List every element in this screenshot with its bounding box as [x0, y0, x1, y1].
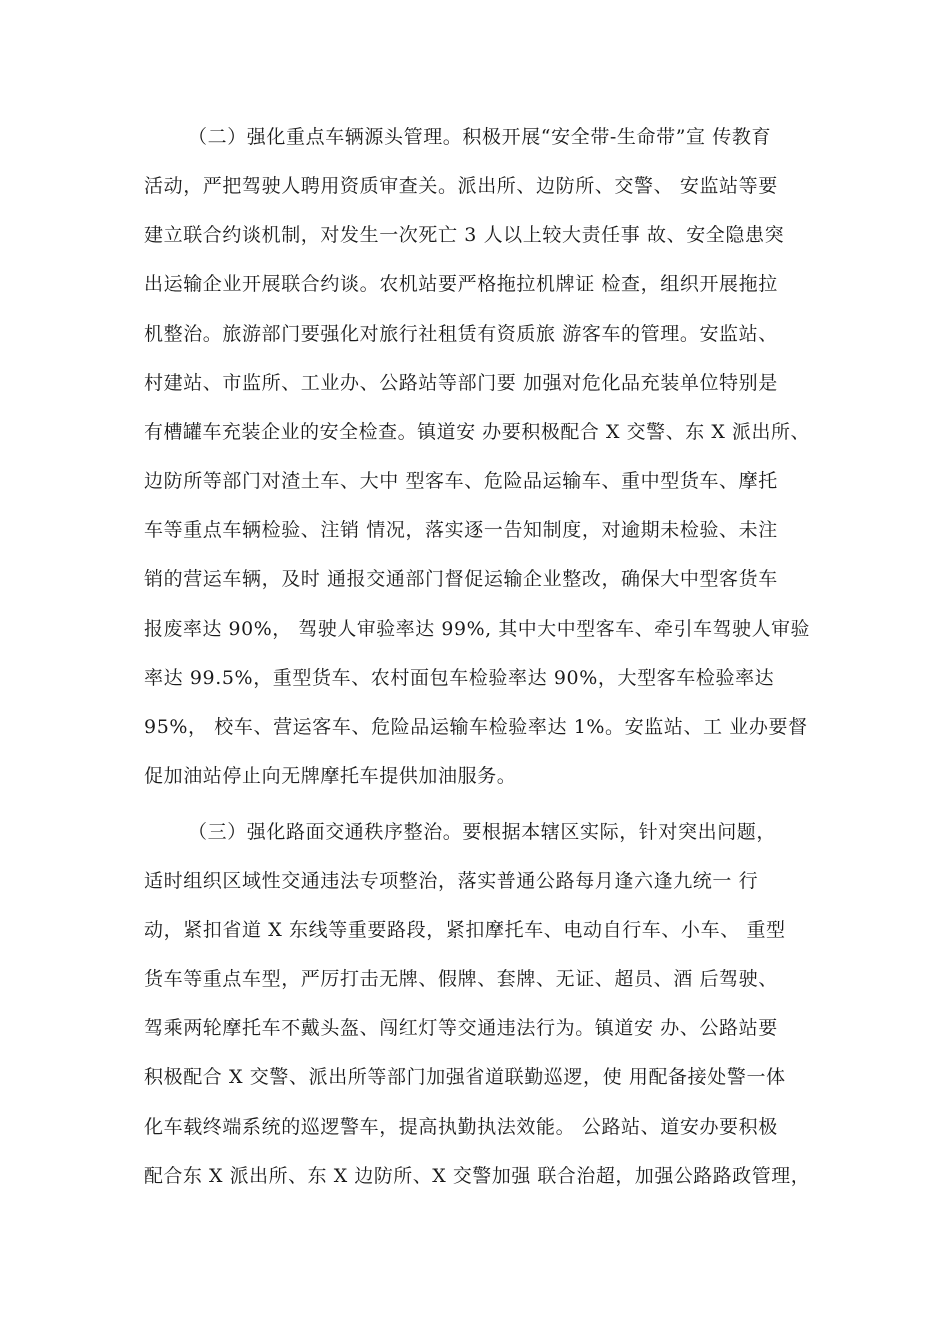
- paragraph-2-line-2: 活动，严把驾驶人聘用资质审查关。派出所、边防所、交警、 安监站等要: [144, 175, 778, 197]
- paragraph-2-line-7: 有槽罐车充装企业的安全检查。镇道安 办要积极配合 X 交警、东 X 派出所、: [144, 421, 811, 443]
- paragraph-2-line-5: 机整治。旅游部门要强化对旅行社租赁有资质旅 游客车的管理。安监站、: [144, 323, 778, 345]
- paragraph-2-line-13: 95%， 校车、营运客车、危险品运输车检验率达 1%。安监站、工 业办要督: [144, 716, 808, 738]
- paragraph-2-line-14: 促加油站停止向无牌摩托车提供加油服务。: [144, 765, 517, 787]
- paragraph-3-line-6: 积极配合 X 交警、派出所等部门加强省道联勤巡逻，使 用配备接处警一体: [144, 1066, 786, 1088]
- paragraph-2-line-12: 率达 99.5%，重型货车、农村面包车检验率达 90%，大型客车检验率达: [144, 667, 775, 689]
- paragraph-2-line-6: 村建站、市监所、工业办、公路站等部门要 加强对危化品充装单位特别是: [144, 372, 778, 394]
- paragraph-3-line-8: 配合东 X 派出所、东 X 边防所、X 交警加强 联合治超，加强公路路政管理，: [144, 1165, 811, 1187]
- paragraph-2-line-8: 边防所等部门对渣土车、大中 型客车、危险品运输车、重中型货车、摩托: [144, 470, 778, 492]
- paragraph-3-line-2: 适时组织区域性交通违法专项整治，落实普通公路每月逢六逢九统一 行: [144, 870, 759, 892]
- paragraph-3-line-7: 化车载终端系统的巡逻警车，提高执勤执法效能。 公路站、道安办要积极: [144, 1116, 778, 1138]
- paragraph-3-line-4: 货车等重点车型，严厉打击无牌、假牌、套牌、无证、超员、酒 后驾驶、: [144, 968, 778, 990]
- paragraph-2-line-1: （二）强化重点车辆源头管理。积极开展“安全带-生命带”宣 传教育: [188, 126, 772, 148]
- paragraph-3-line-1: （三）强化路面交通秩序整治。要根据本辖区实际，针对突出问题，: [188, 821, 777, 843]
- paragraph-3-line-3: 动，紧扣省道 X 东线等重要路段，紧扣摩托车、电动自行车、小车、 重型: [144, 919, 786, 941]
- paragraph-2-line-10: 销的营运车辆，及时 通报交通部门督促运输企业整改，确保大中型客货车: [144, 568, 778, 590]
- paragraph-3-line-5: 驾乘两轮摩托车不戴头盔、闯红灯等交通违法行为。镇道安 办、公路站要: [144, 1017, 778, 1039]
- paragraph-2-line-9: 车等重点车辆检验、注销 情况，落实逐一告知制度，对逾期未检验、未注: [144, 519, 778, 541]
- paragraph-2-line-11: 报废率达 90%， 驾驶人审验率达 99%, 其中大中型客车、牵引车驾驶人审验: [144, 618, 811, 640]
- paragraph-2-line-4: 出运输企业开展联合约谈。农机站要严格拖拉机牌证 检查，组织开展拖拉: [144, 273, 778, 295]
- paragraph-2-line-3: 建立联合约谈机制，对发生一次死亡 3 人以上较大责任事 故、安全隐患突: [144, 224, 785, 246]
